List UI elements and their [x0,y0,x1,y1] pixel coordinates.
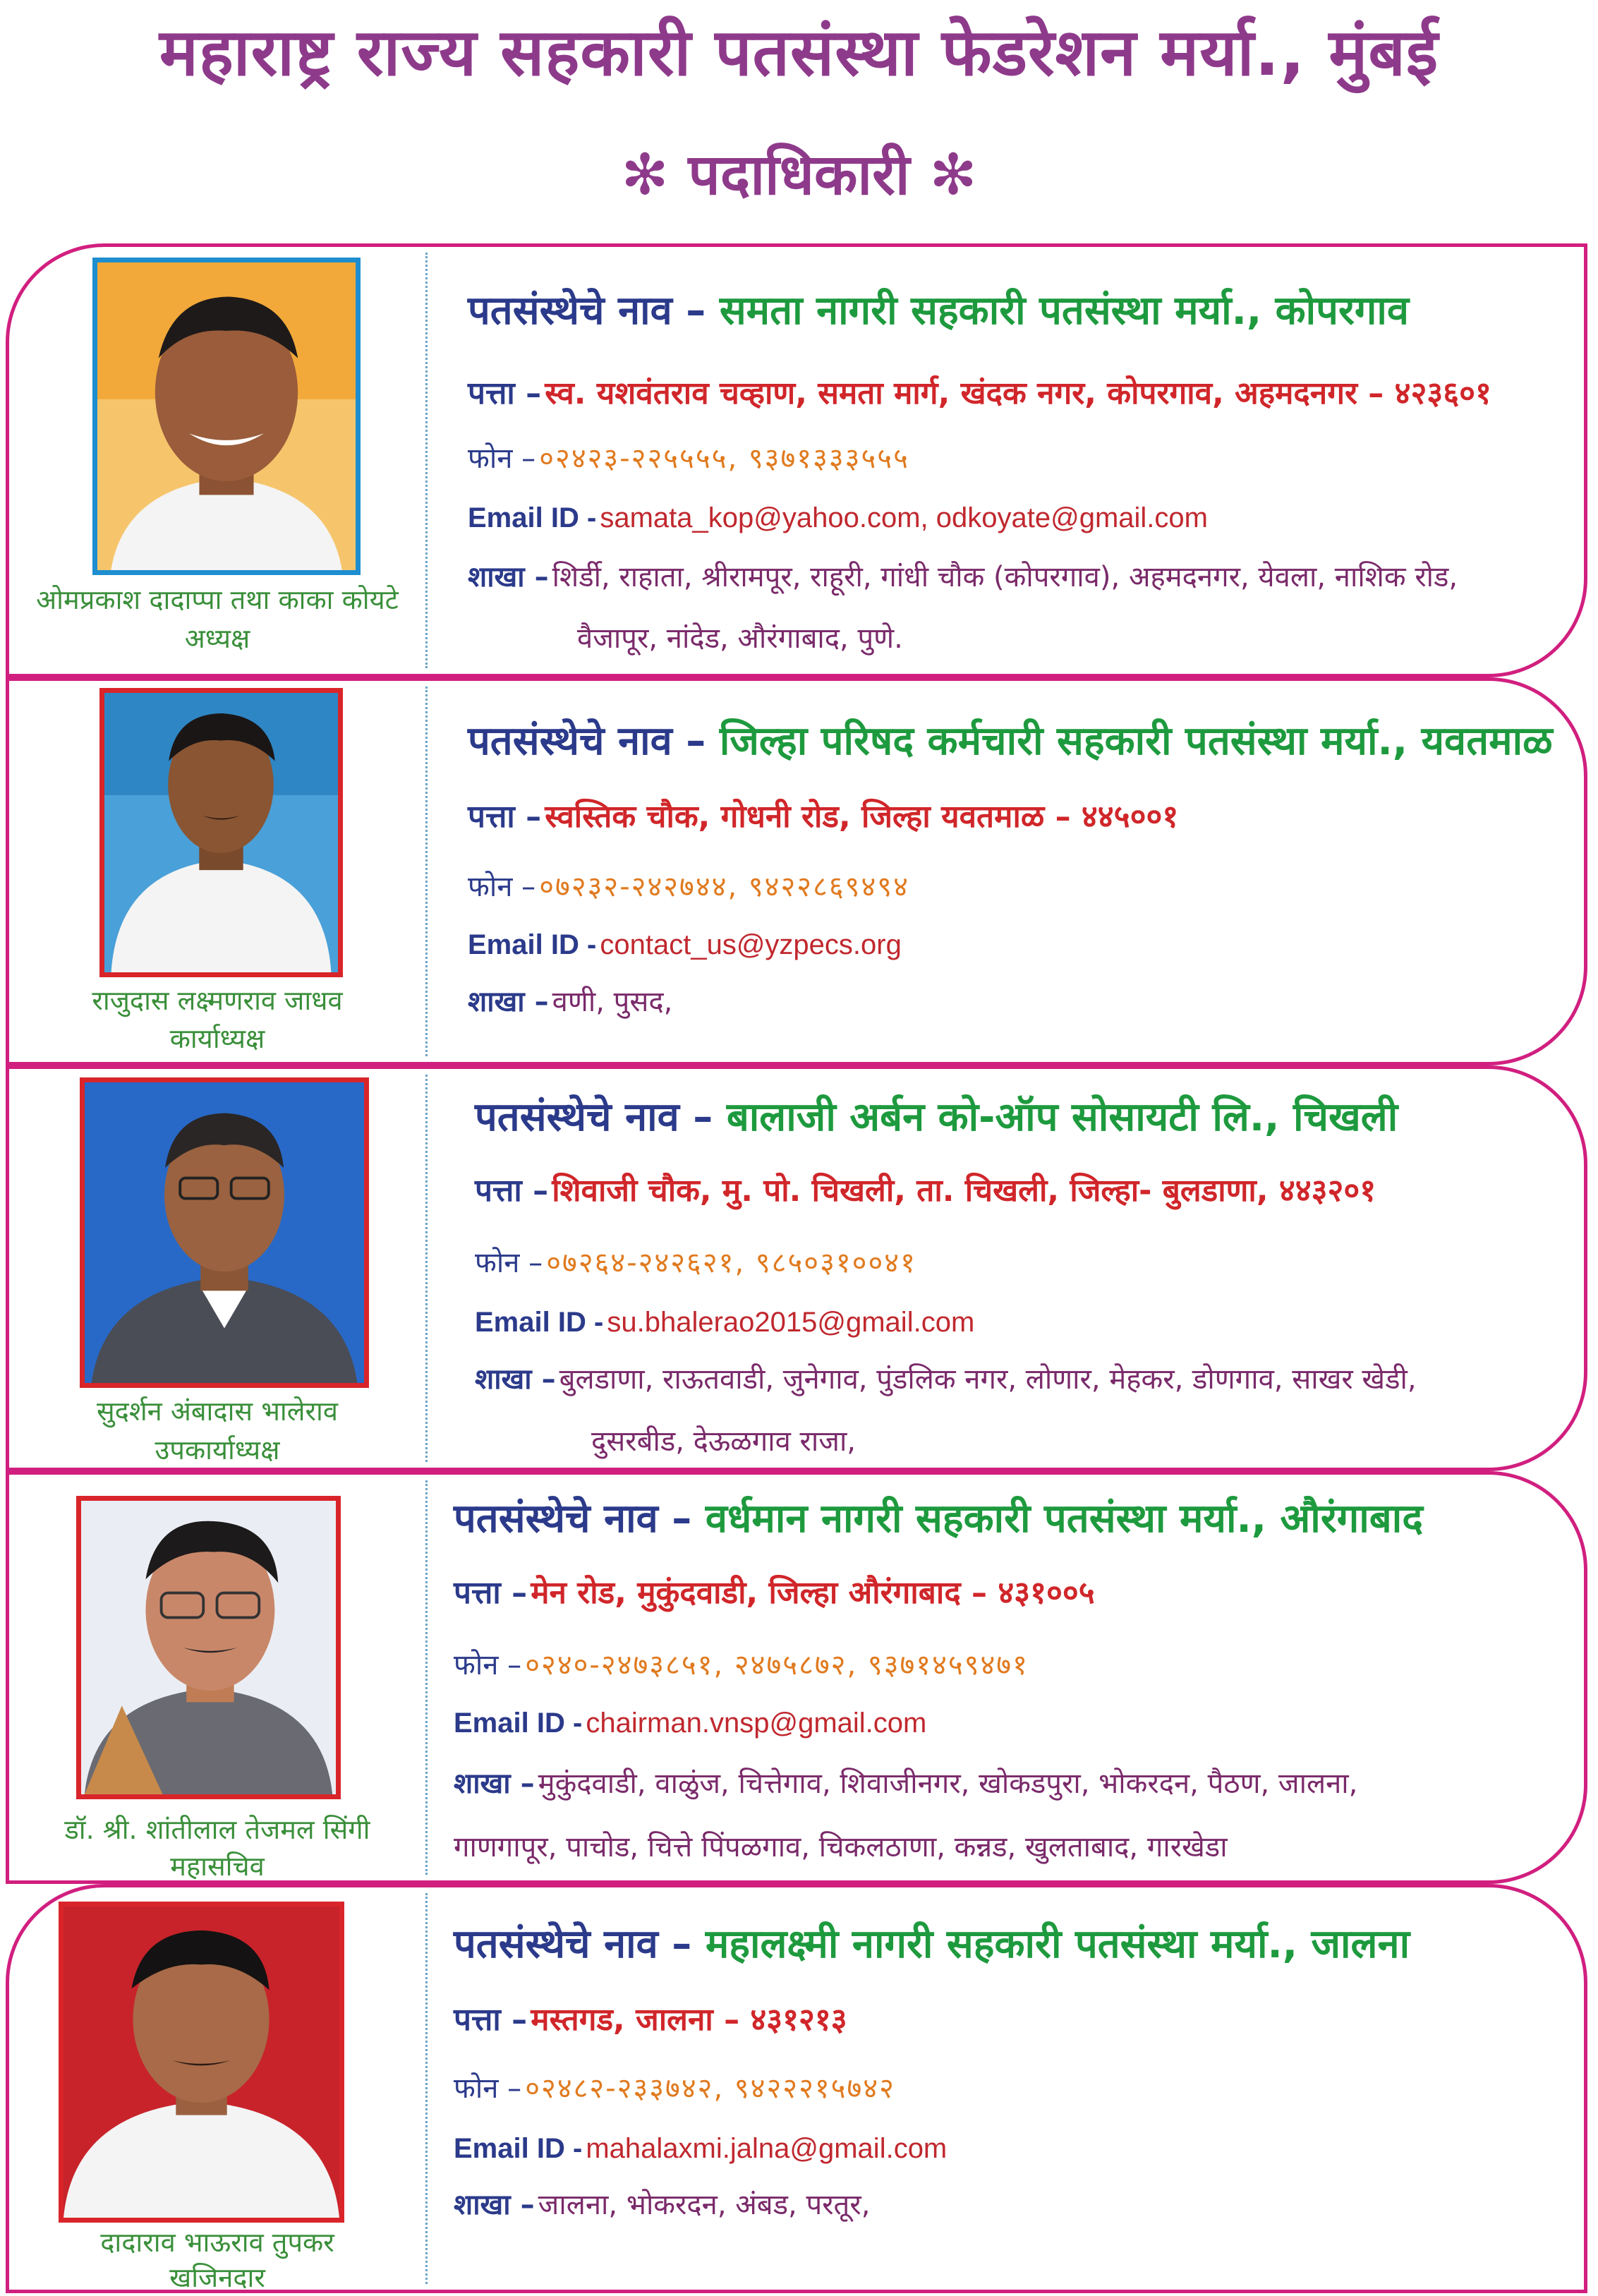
phone-row [468,866,909,905]
phone-value: ०२४८२-२३३७४२, ९४२२२१५७४२ [525,2072,895,2105]
email-value[interactable]: samata_kop@yahoo.com, odkoyate@gmail.com [600,502,1208,533]
asterisk-left-icon: ✻ [621,142,669,207]
branches-label: शाखा – [468,986,549,1018]
branches-value: जालना, भोकरदन, अंबड, परतूर, [538,2189,871,2221]
branches-row [468,556,1458,595]
email-label: Email ID - [468,929,597,960]
phone-value: ०७२६४-२४२६२१, ९८५०३१००४१ [546,1247,916,1279]
member-role: महासचिव [170,1851,265,1882]
card-divider [425,253,428,668]
member-photo [92,258,361,575]
address-label: पत्ता – [475,1173,549,1209]
email-row [475,1307,974,1339]
address-value: स्व. यशवंतराव चव्हाण, समता मार्ग, खंदक नगर, कोपरगाव, अहमदनगर – ४२३६०१ [545,375,1491,411]
address-label: पत्ता – [468,375,542,411]
address-value: मस्तगड, जालना – ४३१२१३ [531,2002,847,2038]
branches-value: मुकुंदवाडी, वाळुंज, चित्तेगाव, शिवाजीनगर, खोकडपुरा, भोकरदन, पैठण, जालना, [538,1768,1358,1800]
phone-label: फोन – [468,442,536,475]
branches-label: शाखा – [454,1768,535,1800]
email-row [454,2133,947,2165]
member-card-3 [6,1065,1587,1471]
branches-label: शाखा – [454,2189,535,2221]
society-name: महालक्ष्मी नागरी सहकारी पतसंस्था मर्या., जालना [705,1921,1410,1967]
branches-label: शाखा – [475,1363,556,1396]
address-row [454,1997,847,2039]
phone-label: फोन – [475,1247,543,1279]
society-label: पतसंस्थेचे नाव – [454,1921,692,1967]
branches-value: शिर्डी, राहाता, श्रीरामपूर, राहूरी, गांधी चौक (कोपरगाव), अहमदनगर, येवला, नाशिक रोड, [552,561,1458,593]
page-subtitle [0,134,1598,211]
address-label: पत्ता – [454,2002,528,2038]
phone-value: ०२४०-२४७३८५१, २४७५८७२, ९३७१४५९४७१ [525,1649,1029,1681]
email-row [468,929,902,961]
phone-row [454,1644,1029,1683]
page-title: महाराष्ट्र राज्य सहकारी पतसंस्था फेडरेशन मर्या., मुंबई [159,15,1439,90]
branches-row [468,981,672,1020]
phone-value: ०२४२३-२२५५५५, ९३७१३३३५५५ [539,442,909,475]
email-label: Email ID - [475,1307,604,1338]
member-card-5 [6,1884,1587,2293]
member-photo [99,688,343,977]
email-label: Email ID - [454,1708,583,1739]
branches-value-2: गाणगापूर, पाचोड, चित्ते पिंपळगाव, चिकलठाणा, कन्नड, खुलताबाद, गारखेडा [454,1831,1228,1863]
society-label: पतसंस्थेचे नाव – [468,718,706,764]
address-row [468,794,1178,836]
member-name: राजुदास लक्ष्मणराव जाधव [92,985,343,1016]
card-divider [425,1893,428,2284]
member-role: उपकार्याध्यक्ष [155,1434,280,1466]
member-name: ओमप्रकाश दादाप्पा तथा काका कोयटे [36,584,399,615]
branches-row-2 [591,1420,856,1459]
card-divider [425,1480,428,1875]
member-role: खजिनदार [169,2262,265,2293]
email-label: Email ID - [468,502,597,533]
address-label: पत्ता – [468,799,542,835]
email-row [454,1708,926,1739]
email-value[interactable]: chairman.vnsp@gmail.com [586,1708,927,1739]
member-card-2 [6,677,1587,1065]
member-name: दादाराव भाऊराव तुपकर [100,2227,334,2258]
phone-row [475,1242,916,1281]
member-role: कार्याध्यक्ष [169,1023,265,1054]
email-value[interactable]: mahalaxmi.jalna@gmail.com [586,2133,948,2164]
society-name: जिल्हा परिषद कर्मचारी सहकारी पतसंस्था मर्या., यवतमाळ [719,718,1553,764]
society-label: पतसंस्थेचे नाव – [454,1496,692,1542]
member-name: डॉ. श्री. शांतीलाल तेजमल सिंगी [64,1814,370,1845]
email-row [468,502,1208,534]
branches-row-2 [454,1826,1228,1865]
phone-label: फोन – [454,1649,522,1681]
branches-row [454,1763,1357,1801]
branches-value: वणी, पुसद, [552,986,673,1018]
member-photo [59,1902,344,2223]
branches-value-2: दुसरबीड, देऊळगाव राजा, [591,1425,856,1458]
member-name: सुदर्शन अंबादास भालेराव [96,1396,339,1427]
email-value[interactable]: contact_us@yzpecs.org [600,929,902,960]
branches-value: बुलडाणा, राऊतवाडी, जुनेगाव, पुंडलिक नगर, लोणार, मेहकर, डोणगाव, साखर खेडी, [559,1363,1417,1396]
society-name: बालाजी अर्बन को-ऑप सोसायटी लि., चिखली [726,1094,1398,1140]
address-row [468,370,1491,413]
phone-row [454,2067,895,2106]
society-name: समता नागरी सहकारी पतसंस्था मर्या., कोपरगाव [719,288,1410,334]
address-row [454,1570,1095,1612]
branches-label: शाखा – [468,561,549,593]
asterisk-right-icon: ✻ [929,142,977,207]
society-row [475,1089,1398,1142]
card-divider [425,687,428,1056]
address-value: स्वस्तिक चौक, गोधनी रोड, जिल्हा यवतमाळ – ४४५००१ [545,799,1179,835]
member-role: अध्यक्ष [184,623,250,654]
phone-label: फोन – [454,2072,522,2105]
society-label: पतसंस्थेचे नाव – [475,1094,713,1140]
member-card-4 [6,1471,1587,1884]
society-name: वर्धमान नागरी सहकारी पतसंस्था मर्या., औरंगाबाद [705,1496,1423,1542]
branches-row [454,2184,870,2223]
branches-row-2 [577,617,903,656]
address-label: पत्ता – [454,1575,528,1611]
email-value[interactable]: su.bhalerao2015@gmail.com [607,1307,975,1338]
phone-row [468,437,909,476]
society-row [468,282,1409,336]
email-label: Email ID - [454,2133,583,2164]
card-divider [425,1075,428,1462]
member-photo [80,1077,369,1388]
branches-row [475,1358,1417,1397]
phone-value: ०७२३२-२४२७४४, ९४२२८६९४९४ [539,871,909,903]
member-card-1 [6,243,1587,677]
branches-value-2: वैजापूर, नांदेड, औरंगाबाद, पुणे. [577,622,903,655]
phone-label: फोन – [468,871,536,903]
society-label: पतसंस्थेचे नाव – [468,288,706,334]
member-photo [76,1496,341,1799]
address-value: मेन रोड, मुकुंदवाडी, जिल्हा औरंगाबाद – ४३१००५ [531,1575,1095,1611]
address-value: शिवाजी चौक, मु. पो. चिखली, ता. चिखली, जिल्हा- बुलडाणा, ४४३२०१ [552,1173,1376,1209]
society-row [468,713,1553,766]
society-row [454,1490,1423,1544]
address-row [475,1168,1376,1210]
subtitle-text: पदाधिकारी [688,142,910,207]
society-row [454,1916,1410,1969]
